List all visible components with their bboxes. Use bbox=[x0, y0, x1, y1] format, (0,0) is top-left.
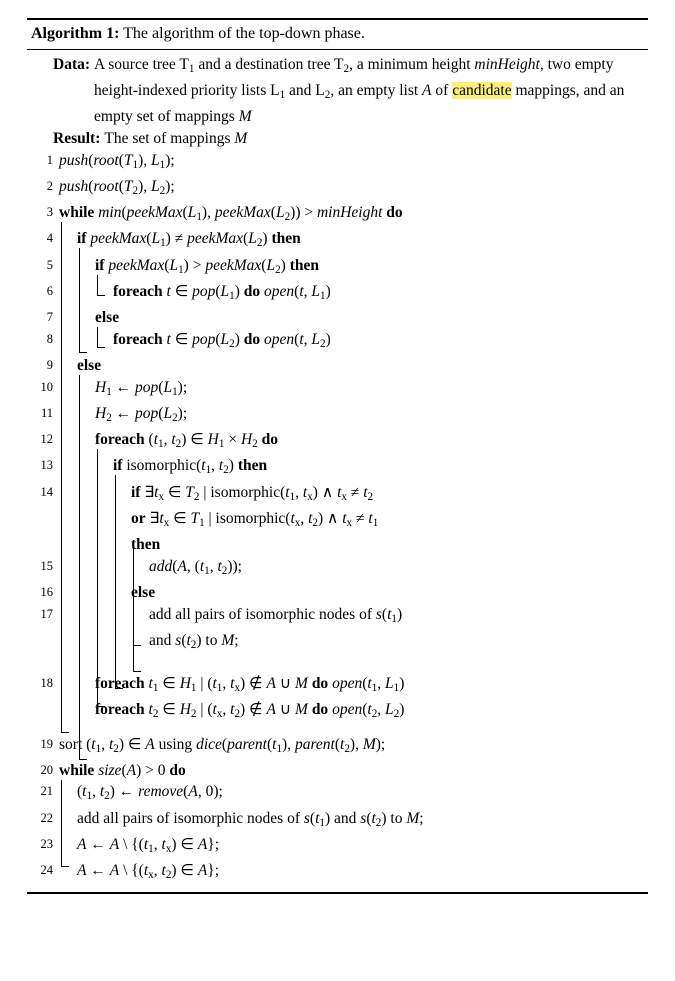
algorithm-line bbox=[27, 329, 648, 355]
line-content: add(A, ($t_1$, $t_2$)); bbox=[149, 557, 242, 577]
line-number: 10 bbox=[40, 379, 53, 394]
line-number: 23 bbox=[40, 836, 53, 851]
line-content: and $s(t_2)$ to M; bbox=[149, 631, 239, 651]
data-text-part1: A source tree T bbox=[94, 56, 189, 73]
data-sub-3: 1 bbox=[279, 88, 286, 101]
line-number: 11 bbox=[40, 405, 53, 420]
algorithm-caption-label: Algorithm 1: bbox=[31, 25, 120, 42]
algorithm-line-cont bbox=[27, 534, 648, 556]
line-number: 15 bbox=[40, 558, 53, 573]
line-number: 1 bbox=[46, 152, 53, 167]
data-text-part7: of bbox=[431, 81, 453, 99]
data-text-part3: , a minimum height bbox=[349, 56, 475, 73]
line-content: else bbox=[59, 307, 648, 329]
algorithm-line bbox=[27, 255, 648, 281]
algorithm-line bbox=[27, 482, 648, 508]
algorithm-line-cont bbox=[27, 508, 648, 534]
line-number: 18 bbox=[40, 676, 53, 691]
line-content: or $\exists t_x$ ∈ $T_1$ | $isomorphic(t_x$, $t_2$) ∧ $t_x \ne t_1$ bbox=[131, 509, 379, 529]
line-content: sort ($t_1$, $t_2$) ∈ A using $dice(parent(t_1)$, $parent(t_2)$, M); bbox=[59, 735, 386, 755]
data-sub-2: 2 bbox=[343, 62, 350, 75]
line-number: 13 bbox=[40, 458, 53, 473]
line-content: add all pairs of isomorphic nodes of $s(t_1)$ bbox=[149, 605, 403, 625]
line-number: 20 bbox=[40, 762, 53, 777]
line-content: $H_2$ ← $pop(L_2)$; bbox=[95, 404, 188, 424]
algorithm-line-cont bbox=[27, 630, 648, 656]
line-number: 3 bbox=[46, 205, 53, 220]
line-content: ($t_1$, $t_2$) ← remove(A, 0); bbox=[77, 783, 223, 803]
data-text-part6: , an empty list bbox=[330, 81, 423, 99]
result-label: Result: bbox=[53, 129, 101, 147]
line-content: else bbox=[59, 355, 648, 377]
line-number: 6 bbox=[46, 283, 53, 298]
algorithm-line bbox=[27, 455, 648, 481]
result-text bbox=[104, 128, 247, 150]
spacer bbox=[27, 726, 648, 734]
line-content: while $\min(peekMax(L_1)$, $peekMax(L_2)$) > minHeight do bbox=[59, 202, 648, 228]
result-text-main: The set of mappings bbox=[104, 129, 235, 147]
data-label: Data: bbox=[53, 56, 91, 73]
algorithm-caption-title: The algorithm of the top-down phase. bbox=[123, 25, 365, 42]
algorithm-line bbox=[27, 377, 648, 403]
algorithm-line bbox=[27, 281, 648, 307]
line-number: 19 bbox=[40, 736, 53, 751]
data-cal-m: M bbox=[238, 107, 252, 125]
line-content: foreach ($t_1$, $t_2$) ∈ $H_1 \times H_2$ do bbox=[59, 429, 648, 455]
algorithm-line bbox=[27, 781, 648, 807]
line-content: $H_1$ ← $pop(L_1)$; bbox=[95, 378, 188, 398]
line-number: 14 bbox=[40, 484, 53, 499]
line-number: 2 bbox=[46, 178, 53, 193]
algorithm-block bbox=[27, 18, 648, 894]
algorithm-line bbox=[27, 150, 648, 176]
line-content: if $\exists t_x$ ∈ $T_2$ | $isomorphic(t_1$, $t_x$) ∧ $t_x \ne t_2$ bbox=[59, 482, 648, 508]
line-content: then bbox=[131, 536, 161, 554]
line-content: foreach $t_2$ ∈ $H_2$ | ($t_x$, $t_2$) ∉ A ∪ M do $open(t_2$, $L_2$) bbox=[95, 701, 405, 721]
line-number: 5 bbox=[46, 257, 53, 272]
line-number: 21 bbox=[40, 784, 53, 799]
line-content: add all pairs of isomorphic nodes of $s(t_1)$ and $s(t_2)$ to M; bbox=[77, 809, 424, 829]
line-content: A ← A \ {($t_1$, $t_x$) ∈ A}; bbox=[77, 835, 220, 855]
line-number: 9 bbox=[46, 358, 53, 373]
algorithm-line bbox=[27, 834, 648, 860]
line-content: foreach t ∈ $pop(L_1)$ do open(t, $L_1$) bbox=[113, 282, 331, 302]
algorithm-line bbox=[27, 860, 648, 886]
algorithm-line bbox=[27, 699, 648, 725]
line-content: while size(A) > 0 do bbox=[59, 760, 648, 782]
algorithm-line bbox=[27, 202, 648, 228]
data-text-part5: and L bbox=[285, 81, 325, 99]
line-content: else bbox=[59, 582, 648, 604]
algorithm-line bbox=[27, 556, 648, 582]
data-text-part4: , two empty height-indexed priority lists L bbox=[94, 56, 614, 99]
algorithm-line bbox=[27, 760, 648, 782]
algorithm-caption bbox=[27, 20, 648, 49]
line-number: 22 bbox=[40, 810, 53, 825]
line-number: 17 bbox=[40, 606, 53, 621]
highlight-candidate: candidate bbox=[452, 81, 512, 99]
algorithm-line bbox=[27, 228, 648, 254]
line-content: if $peekMax(L_1)$ ≠ $peekMax(L_2)$ then bbox=[59, 228, 648, 254]
bottom-rule bbox=[27, 892, 648, 894]
line-number: 4 bbox=[46, 231, 53, 246]
algorithm-line bbox=[27, 808, 648, 834]
data-sub-1: 1 bbox=[188, 62, 195, 75]
line-number: 16 bbox=[40, 585, 53, 599]
algorithm-line bbox=[27, 355, 648, 377]
algorithm-line bbox=[27, 307, 648, 329]
algorithm-line bbox=[27, 429, 648, 455]
line-content: foreach t ∈ $pop(L_2)$ do open(t, $L_2$) bbox=[113, 330, 331, 350]
algorithm-line bbox=[27, 403, 648, 429]
line-number: 24 bbox=[40, 863, 53, 878]
line-content: if $peekMax(L_1)$ > $peekMax(L_2)$ then bbox=[59, 255, 648, 281]
algorithm-line bbox=[27, 734, 648, 760]
line-content: if $isomorphic(t_1$, $t_2$) then bbox=[59, 455, 648, 481]
data-text bbox=[94, 54, 648, 128]
algorithm-line bbox=[27, 582, 648, 604]
line-content: A ← A \ {($t_x$, $t_2$) ∈ A}; bbox=[77, 862, 220, 882]
data-cal-a: A bbox=[422, 81, 432, 99]
result-block bbox=[27, 128, 648, 150]
line-number: 12 bbox=[40, 432, 53, 447]
line-content: foreach $t_1$ ∈ $H_1$ | ($t_1$, $t_x$) ∉ A ∪ M do $open(t_1$, $L_1$) bbox=[95, 675, 405, 694]
line-content: $push(root(T_2)$, $L_2$); bbox=[59, 177, 175, 197]
algorithm-line bbox=[27, 673, 648, 699]
data-block bbox=[27, 54, 648, 128]
line-number: 7 bbox=[46, 310, 53, 325]
data-text-part8: mappings, and an empty set of mappings bbox=[94, 81, 625, 125]
data-text-part2: and a destination tree T bbox=[194, 56, 344, 73]
line-content: $push(root(T_1)$, $L_1$); bbox=[59, 151, 175, 171]
data-minheight: minHeight bbox=[474, 56, 540, 73]
data-sub-4: 2 bbox=[324, 88, 331, 101]
algorithm-line bbox=[27, 176, 648, 202]
line-number: 8 bbox=[46, 331, 53, 346]
result-cal-m: M bbox=[234, 129, 248, 147]
algorithm-line bbox=[27, 604, 648, 630]
algorithm-body bbox=[27, 50, 648, 892]
